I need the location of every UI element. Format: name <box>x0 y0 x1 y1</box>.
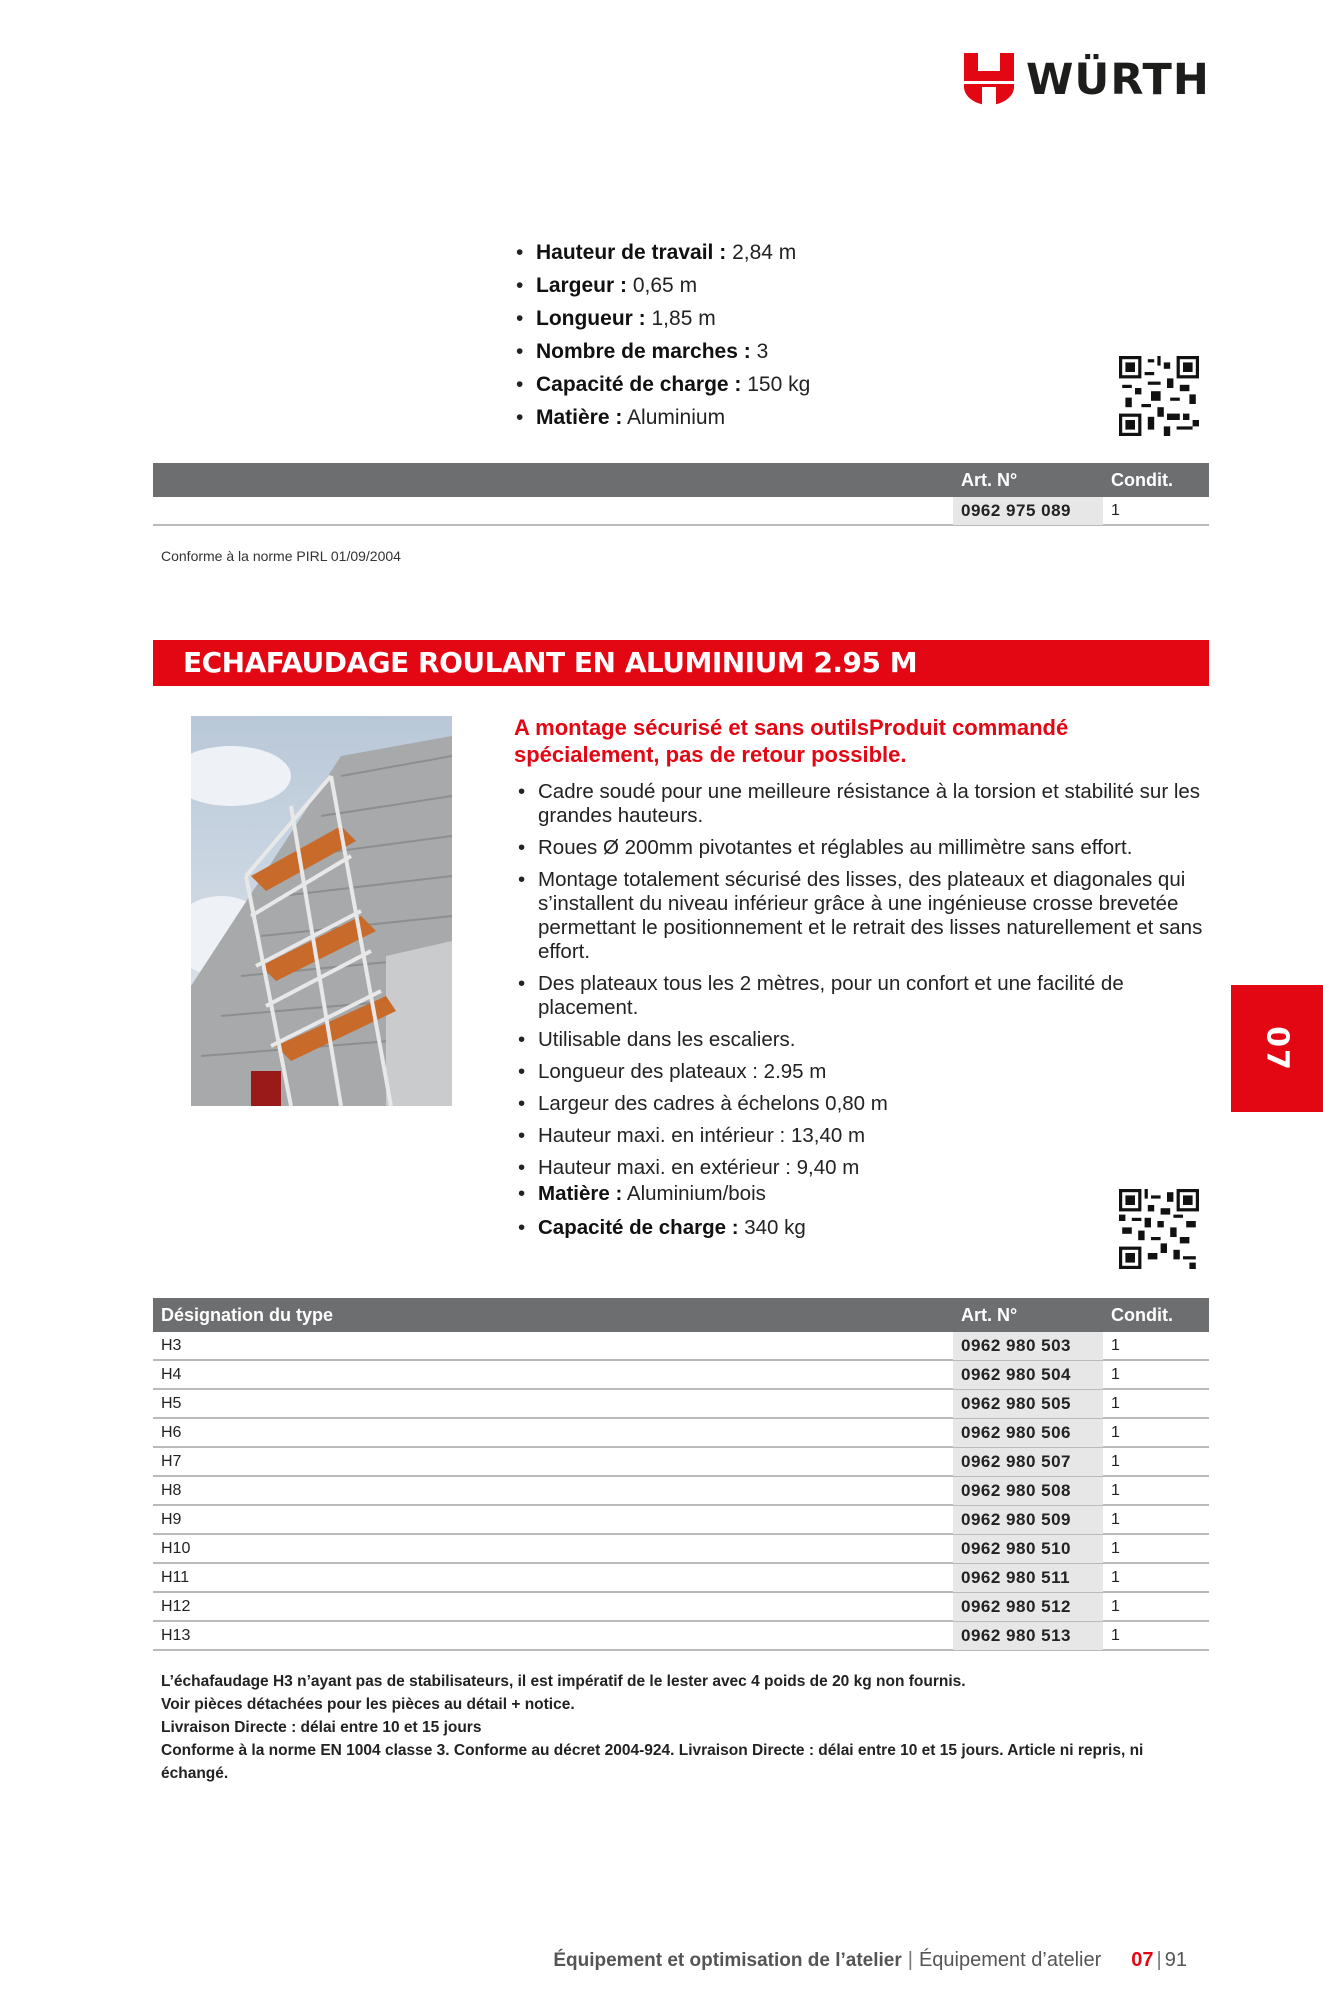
type-cell: H13 <box>161 1627 191 1644</box>
feature-item: • Longueur des plateaux : 2.95 m <box>516 1060 1216 1084</box>
table-row <box>153 1448 1209 1477</box>
art-number[interactable]: 0962 980 505 <box>953 1390 1103 1418</box>
table-header <box>153 1298 1209 1332</box>
type-cell: H9 <box>161 1511 182 1528</box>
spec-item: • Longueur : 1,85 m <box>516 302 1016 335</box>
art-number[interactable]: 0962 980 512 <box>953 1593 1103 1621</box>
product-subtitle: A montage sécurisé et sans outilsProduit commandé spécialement, pas de retour possible. <box>514 715 1069 767</box>
condit: 1 <box>1111 1598 1120 1615</box>
type-cell: H6 <box>161 1424 182 1441</box>
feature-item: • Des plateaux tous les 2 mètres, pour un confort et une facilité de placement. <box>516 972 1216 1020</box>
table-row <box>153 1419 1209 1448</box>
page-number: 91 <box>1164 1949 1187 1971</box>
condit: 1 <box>1111 502 1120 519</box>
art-number[interactable]: 0962 980 511 <box>953 1564 1103 1592</box>
type-cell: H10 <box>161 1540 191 1557</box>
feature-item: • Utilisable dans les escaliers. <box>516 1028 1216 1052</box>
table-row <box>153 1361 1209 1390</box>
type-cell: H11 <box>161 1569 190 1586</box>
art-number[interactable]: 0962 980 508 <box>953 1477 1103 1505</box>
footer-category: Équipement et optimisation de l’atelier <box>553 1950 902 1971</box>
condit: 1 <box>1111 1627 1120 1644</box>
note-line: Conforme à la norme EN 1004 classe 3. Conforme au décret 2004-924. Livraison Directe : délai entre 10 et 15 jours. Article ni repris, ni échangé. <box>161 1742 1144 1782</box>
norm-note: Conforme à la norme PIRL 01/09/2004 <box>161 548 401 564</box>
table-row <box>153 1332 1209 1361</box>
chapter-side-tab[interactable] <box>1231 985 1323 1112</box>
chapter-number: 07 <box>1259 1025 1295 1072</box>
footer-separator: | <box>1156 1949 1162 1971</box>
condit: 1 <box>1111 1540 1120 1557</box>
wurth-logo-icon <box>964 53 1014 105</box>
feature-item: • Hauteur maxi. en extérieur : 9,40 m <box>516 1156 1216 1180</box>
note-line: Livraison Directe : délai entre 10 et 15 jours <box>161 1719 482 1736</box>
product1-specs <box>516 236 1016 434</box>
type-cell: H7 <box>161 1453 182 1470</box>
spec-item: • Hauteur de travail : 2,84 m <box>516 236 1016 269</box>
product2-table <box>153 1298 1209 1651</box>
qr-code-icon[interactable] <box>1119 356 1199 436</box>
page-footer <box>553 1945 1187 1976</box>
type-cell: H3 <box>161 1337 182 1354</box>
header-art: Art. N° <box>961 470 1018 490</box>
condit: 1 <box>1111 1395 1120 1412</box>
footer-chapter: 07 <box>1131 1949 1154 1971</box>
type-cell: H8 <box>161 1482 182 1499</box>
wurth-logo <box>964 50 1214 110</box>
art-number[interactable]: 0962 980 509 <box>953 1506 1103 1534</box>
condit: 1 <box>1111 1511 1120 1528</box>
spec-item: • Matière : Aluminium <box>516 401 1016 434</box>
condit: 1 <box>1111 1482 1120 1499</box>
table-row <box>153 1535 1209 1564</box>
table-row <box>153 1390 1209 1419</box>
qr-code-icon[interactable] <box>1119 1189 1199 1269</box>
art-number[interactable]: 0962 980 503 <box>953 1332 1103 1360</box>
spec-item: • Capacité de charge : 150 kg <box>516 368 1016 401</box>
condit: 1 <box>1111 1424 1120 1441</box>
table-row <box>153 1622 1209 1651</box>
spec-item: • Largeur : 0,65 m <box>516 269 1016 302</box>
spec-item: • Matière : Aluminium/bois <box>516 1182 1216 1206</box>
header-art: Art. N° <box>961 1305 1018 1325</box>
spec-item: • Capacité de charge : 340 kg <box>516 1216 1216 1240</box>
art-number[interactable]: 0962 980 510 <box>953 1535 1103 1563</box>
type-cell: H5 <box>161 1395 182 1412</box>
note-line: L’échafaudage H3 n’ayant pas de stabilisateurs, il est impératif de le lester avec 4 poids de 20 kg non fournis. <box>161 1673 966 1690</box>
type-cell: H12 <box>161 1598 191 1615</box>
condit: 1 <box>1111 1569 1120 1586</box>
table-row <box>153 497 1209 526</box>
condit: 1 <box>1111 1366 1120 1383</box>
feature-item: • Hauteur maxi. en intérieur : 13,40 m <box>516 1124 1216 1148</box>
feature-item: • Montage totalement sécurisé des lisses, des plateaux et diagonales qui s’installent du niveau inférieur grâce à une ingénieuse crosse brevetée permettant le positionnement et le retrait des lisses naturellement et sans effort. <box>516 868 1216 964</box>
feature-item: • Largeur des cadres à échelons 0,80 m <box>516 1092 1216 1116</box>
art-number[interactable]: 0962 980 513 <box>953 1622 1103 1650</box>
product1-table <box>153 463 1209 526</box>
type-cell: H4 <box>161 1366 182 1383</box>
spec-item: • Nombre de marches : 3 <box>516 335 1016 368</box>
header-cond: Condit. <box>1111 470 1173 490</box>
wurth-wordmark: WÜRTH <box>1026 55 1210 105</box>
header-cond: Condit. <box>1111 1305 1173 1325</box>
note-line: Voir pièces détachées pour les pièces au détail + notice. <box>161 1696 575 1713</box>
table-row <box>153 1477 1209 1506</box>
section-title: ECHAFAUDAGE ROULANT EN ALUMINIUM 2.95 M <box>183 646 918 679</box>
product2-features <box>516 780 1216 1248</box>
art-number[interactable]: 0962 975 089 <box>953 497 1103 525</box>
table-header <box>153 463 1209 497</box>
condit: 1 <box>1111 1337 1120 1354</box>
header-type: Désignation du type <box>161 1305 334 1325</box>
product2-notes <box>161 1670 1211 1785</box>
condit: 1 <box>1111 1453 1120 1470</box>
section-title-bar <box>153 640 1209 686</box>
art-number[interactable]: 0962 980 506 <box>953 1419 1103 1447</box>
table-row <box>153 1564 1209 1593</box>
feature-item: • Roues Ø 200mm pivotantes et réglables au millimètre sans effort. <box>516 836 1216 860</box>
footer-separator: | <box>907 1949 913 1971</box>
scaffold-photo <box>191 716 452 1106</box>
footer-subcategory: Équipement d’atelier <box>918 1949 1102 1971</box>
art-number[interactable]: 0962 980 504 <box>953 1361 1103 1389</box>
table-row <box>153 1506 1209 1535</box>
table-row <box>153 1593 1209 1622</box>
art-number[interactable]: 0962 980 507 <box>953 1448 1103 1476</box>
feature-item: • Cadre soudé pour une meilleure résistance à la torsion et stabilité sur les grandes hauteurs. <box>516 780 1216 828</box>
